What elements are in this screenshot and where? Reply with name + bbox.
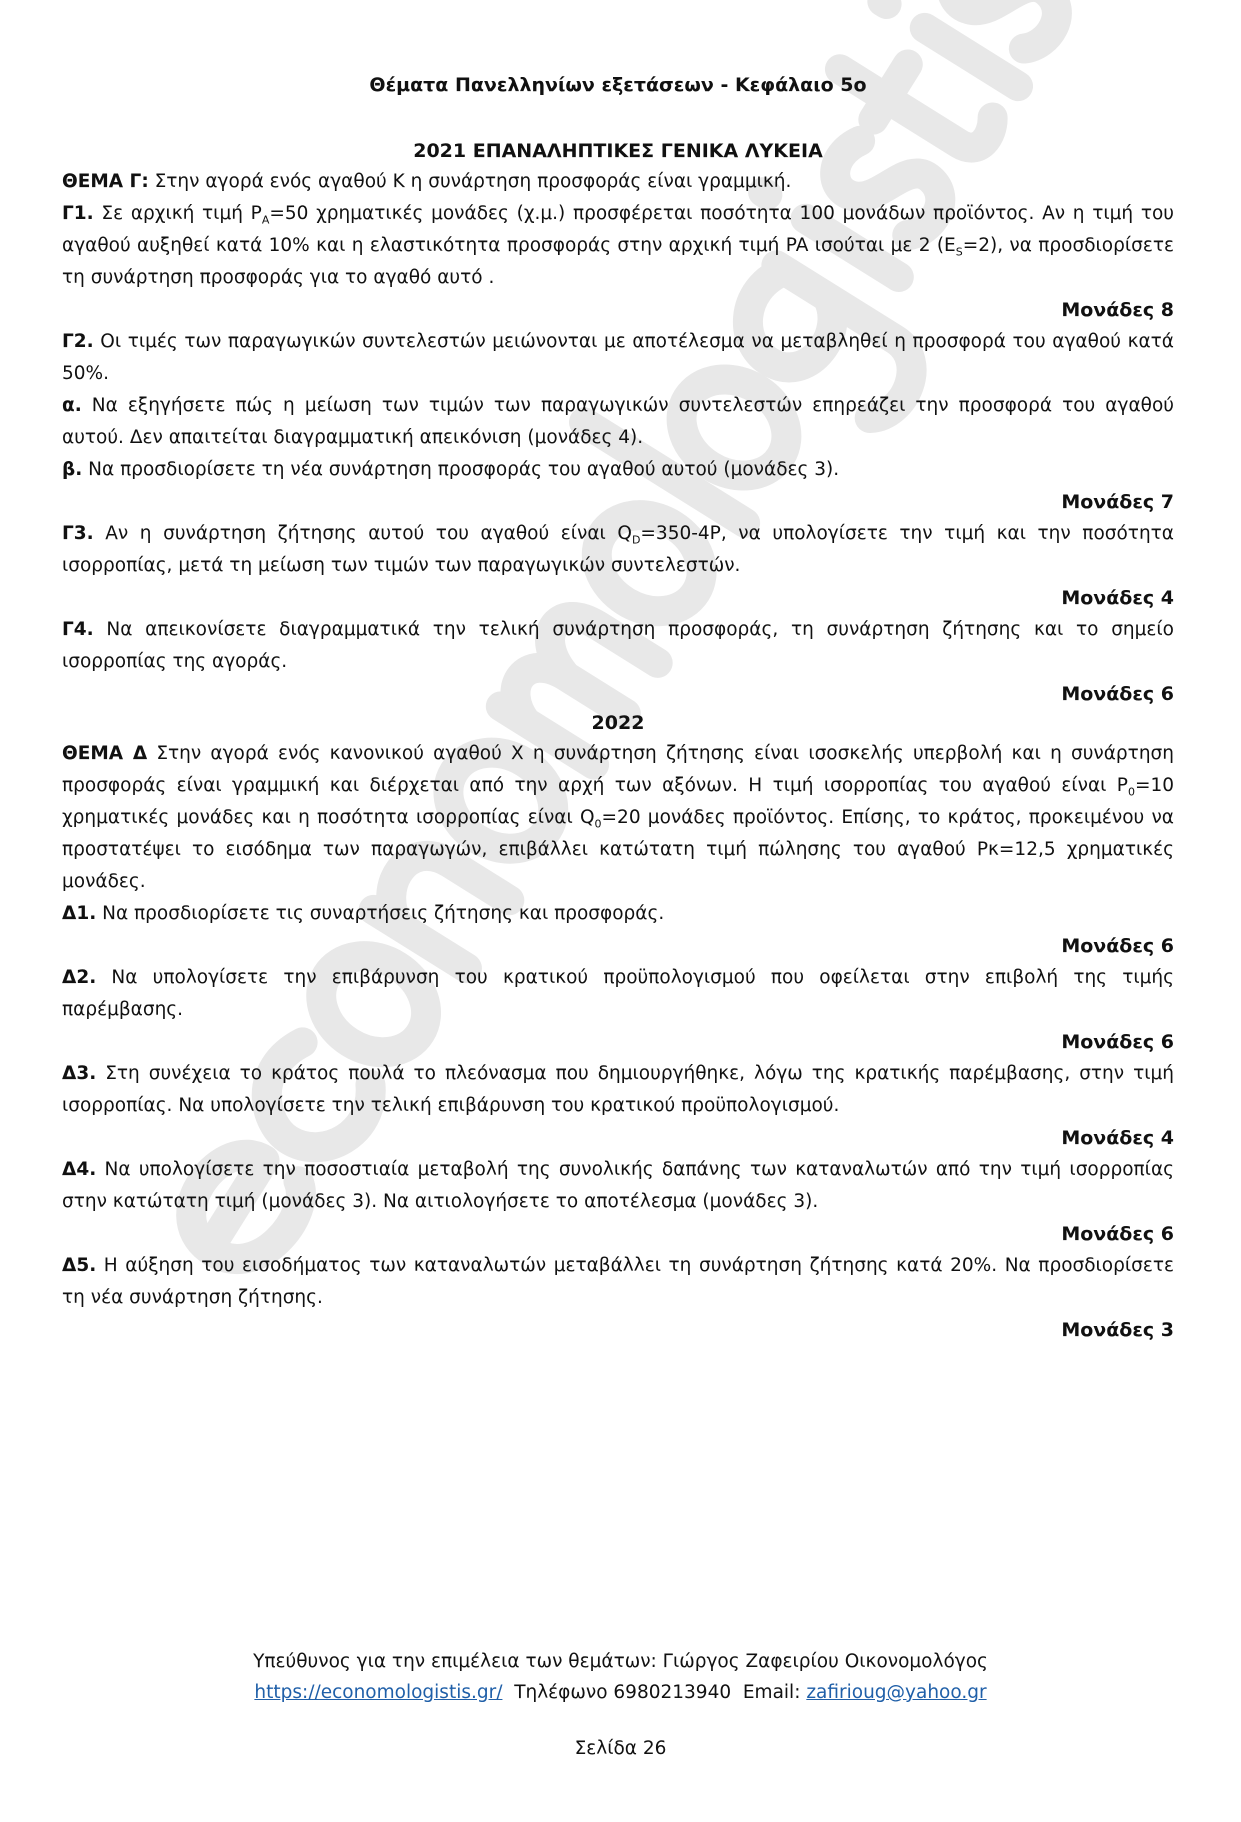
points-d4: Μονάδες 6 bbox=[1061, 1223, 1174, 1245]
theme-g-intro bbox=[62, 166, 1174, 198]
question-text: Να απεικονίσετε διαγραμματικά την τελική συνάρτηση προσφοράς, τη συνάρτηση ζήτησης και το σημείο ισορροπίας της αγοράς. bbox=[62, 619, 1174, 672]
theme-label: ΘΕΜΑ Δ bbox=[62, 743, 148, 764]
footer-contact bbox=[0, 1677, 1241, 1708]
theme-intro-text: Στην αγορά ενός αγαθού Κ η συνάρτηση προσφοράς είναι γραμμική. bbox=[148, 171, 792, 192]
question-label: β. bbox=[62, 459, 83, 480]
question-label: α. bbox=[62, 395, 82, 416]
question-label: Δ4. bbox=[62, 1159, 97, 1180]
question-g1 bbox=[62, 198, 1174, 294]
subscript: A bbox=[261, 213, 270, 227]
question-label: Γ1. bbox=[62, 203, 94, 224]
question-text: Η αύξηση του εισοδήματος των καταναλωτών μεταβάλλει τη συνάρτηση ζήτησης κατά 20%. Να προσδιορίσετε τη νέα συνάρτηση ζήτησης. bbox=[62, 1255, 1174, 1308]
question-text: =350-4P, να υπολογίσετε την τιμή και την ποσότητα ισορροπίας, μετά τη μείωση των τιμών των παραγωγικών συντελεστών. bbox=[62, 523, 1174, 576]
question-label: Δ2. bbox=[62, 967, 97, 988]
points-g2: Μονάδες 7 bbox=[1061, 491, 1174, 513]
email-link[interactable]: zafirioug@yahoo.gr bbox=[806, 1682, 987, 1703]
theme-intro-text: =20 μονάδες προϊόντος. Επίσης, το κράτος, προκειμένου να προστατέψει το εισόδημα των παραγωγών, επιβάλλει κατώτατη τιμή πώλησης του αγαθού Ρκ=12,5 χρηματικές μονάδες. bbox=[62, 807, 1174, 892]
document-title: Θέματα Πανελληνίων εξετάσεων - Κεφάλαιο 5ο bbox=[369, 74, 867, 96]
question-g2-a bbox=[62, 390, 1174, 454]
points-g1: Μονάδες 8 bbox=[1061, 299, 1174, 321]
subscript: S bbox=[955, 245, 963, 259]
footer bbox=[0, 1646, 1241, 1708]
question-text: Στη συνέχεια το κράτος πουλά το πλεόνασμα που δημιουργήθηκε, λόγω της κρατικής παρέμβασης, στην τιμή ισορροπίας. Να υπολογίσετε την τελική επιβάρυνση του κρατικού προϋπολογισμού. bbox=[62, 1063, 1174, 1116]
question-d5 bbox=[62, 1250, 1174, 1314]
question-g3 bbox=[62, 518, 1174, 582]
footer-credits: Υπεύθυνος για την επιμέλεια των θεμάτων: Γιώργος Ζαφειρίου Οικονομολόγος bbox=[253, 1651, 988, 1672]
website-link[interactable]: https://economologistis.gr/ bbox=[254, 1682, 503, 1703]
subscript: 0 bbox=[594, 817, 602, 831]
question-label: Δ3. bbox=[62, 1063, 97, 1084]
question-text: Να προσδιορίσετε τις συναρτήσεις ζήτησης και προσφοράς. bbox=[96, 903, 665, 924]
footer-phone-email-label: Τηλέφωνο 6980213940 Email: bbox=[502, 1682, 807, 1703]
question-text: =50 χρηματικές μονάδες (χ.μ.) προσφέρεται ποσότητα 100 μονάδων προϊόντος. Αν η τιμή του αγαθού αυξηθεί κατά 10% και η ελαστικότητα προσφοράς στην αρχική τιμή PA ισούται με 2 (E bbox=[62, 203, 1174, 256]
question-d4 bbox=[62, 1154, 1174, 1218]
page-number: Σελίδα 26 bbox=[574, 1738, 667, 1759]
question-g2 bbox=[62, 326, 1174, 390]
question-text: Σε αρχική τιμή P bbox=[93, 203, 262, 224]
question-label: Γ3. bbox=[62, 523, 94, 544]
question-g2-b bbox=[62, 454, 1174, 486]
question-g4 bbox=[62, 614, 1174, 678]
theme-intro-text: Στην αγορά ενός κανονικού αγαθού Χ η συνάρτηση ζήτησης είναι ισοσκελής υπερβολή και η συνάρτηση προσφοράς είναι γραμμική και διέρχεται από την αρχή των αξόνων. Η τιμή ισορροπίας του αγαθού είναι P bbox=[62, 743, 1174, 796]
question-label: Γ2. bbox=[62, 331, 94, 352]
points-d5: Μονάδες 3 bbox=[1061, 1319, 1174, 1341]
theme-label: ΘΕΜΑ Γ: bbox=[62, 171, 149, 192]
question-text: Να προσδιορίσετε τη νέα συνάρτηση προσφοράς του αγαθού αυτού (μονάδες 3). bbox=[82, 459, 840, 480]
points-d1: Μονάδες 6 bbox=[1061, 935, 1174, 957]
question-d3 bbox=[62, 1058, 1174, 1122]
section-title-2022: 2022 bbox=[591, 712, 645, 734]
document-page bbox=[62, 0, 1174, 1346]
question-text: Αν η συνάρτηση ζήτησης αυτού του αγαθού είναι Q bbox=[93, 523, 632, 544]
points-g3: Μονάδες 4 bbox=[1061, 587, 1174, 609]
subscript: 0 bbox=[1127, 785, 1135, 799]
question-text: Να υπολογίσετε την ποσοστιαία μεταβολή της συνολικής δαπάνης των καταναλωτών από την τιμή ισορροπίας στην κατώτατη τιμή (μονάδες 3). Να αιτιολογήσετε το αποτέλεσμα (μονάδες 3). bbox=[62, 1159, 1174, 1212]
points-g4: Μονάδες 6 bbox=[1061, 683, 1174, 705]
subscript: D bbox=[631, 533, 641, 547]
question-d1 bbox=[62, 898, 1174, 930]
question-label: Δ1. bbox=[62, 903, 97, 924]
question-text: Οι τιμές των παραγωγικών συντελεστών μειώνονται με αποτέλεσμα να μεταβληθεί η προσφορά του αγαθού κατά 50%. bbox=[62, 331, 1174, 384]
theme-d-intro bbox=[62, 738, 1174, 898]
question-label: Γ4. bbox=[62, 619, 94, 640]
question-label: Δ5. bbox=[62, 1255, 97, 1276]
question-text: Να υπολογίσετε την επιβάρυνση του κρατικού προϋπολογισμού που οφείλεται στην επιβολή της τιμής παρέμβασης. bbox=[62, 967, 1174, 1020]
section-title-2021: 2021 ΕΠΑΝΑΛΗΠΤΙΚΕΣ ΓΕΝΙΚΑ ΛΥΚΕΙΑ bbox=[413, 140, 823, 162]
points-d2: Μονάδες 6 bbox=[1061, 1031, 1174, 1053]
question-d2 bbox=[62, 962, 1174, 1026]
theme-intro-text: =10 χρηματικές μονάδες και η ποσότητα ισορροπίας είναι Q bbox=[62, 775, 1174, 828]
question-text: =2), να προσδιορίσετε τη συνάρτηση προσφοράς για το αγαθό αυτό . bbox=[62, 235, 1174, 288]
question-text: Να εξηγήσετε πώς η μείωση των τιμών των παραγωγικών συντελεστών επηρεάζει την προσφορά του αγαθού αυτού. Δεν απαιτείται διαγραμματική απεικόνιση (μονάδες 4). bbox=[62, 395, 1174, 448]
points-d3: Μονάδες 4 bbox=[1061, 1127, 1174, 1149]
